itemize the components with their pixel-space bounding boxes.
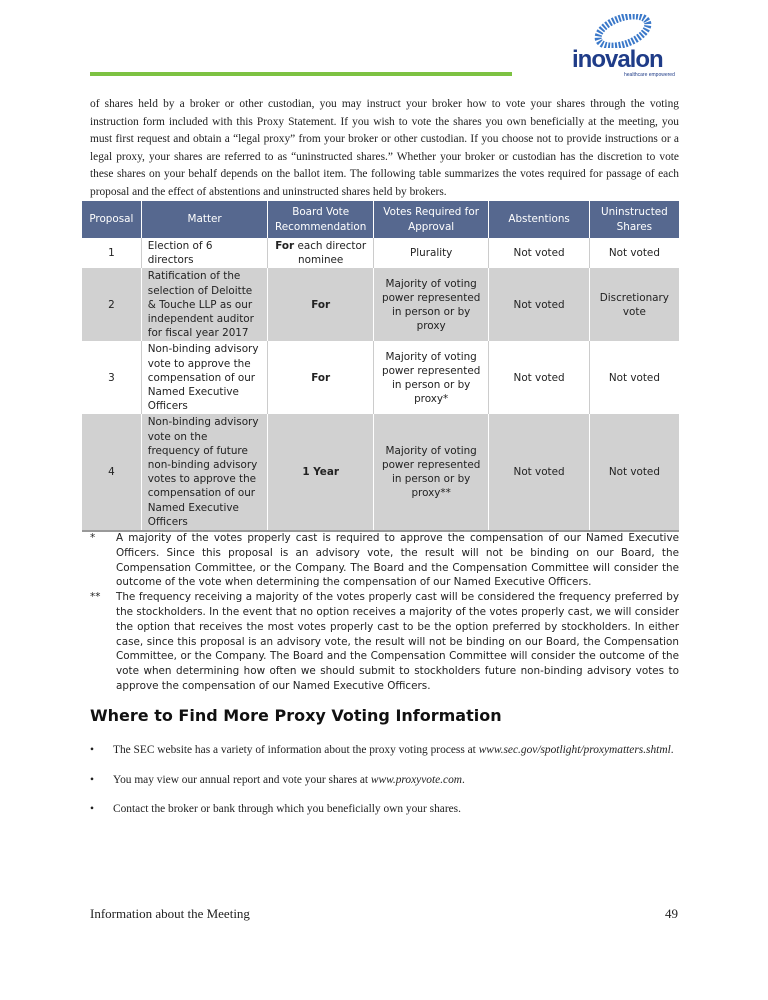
bullet-icon: •: [90, 773, 94, 786]
footnote: [90, 531, 679, 590]
cell-uninstructed: Discretionary vote: [589, 268, 679, 341]
cell-uninstructed: Not voted: [608, 371, 660, 384]
cell-votes-required: Majority of voting power represented in person or by proxy: [373, 268, 489, 341]
table-row: [82, 238, 679, 268]
cell-uninstructed: Not voted: [589, 414, 679, 531]
cell-recommendation: [268, 414, 373, 531]
col-abstentions: Abstentions: [489, 201, 589, 238]
logo-tagline: healthcare empowered: [624, 72, 675, 78]
cell-abstentions: Not voted: [489, 268, 589, 341]
cell-recommendation: [268, 268, 373, 341]
sec-link[interactable]: www.sec.gov/spotlight/proxymatters.shtml: [478, 744, 671, 756]
bullet-icon: •: [90, 744, 94, 756]
cell-matter: Non-binding advisory vote to approve the compensation of our Named Executive Officers: [141, 341, 268, 414]
page-number: 49: [665, 906, 678, 921]
col-recommendation: Board Vote Recommendation: [268, 201, 373, 238]
cell-proposal: 3: [82, 341, 141, 414]
cell-abstentions: Not voted: [489, 414, 589, 531]
bullet-icon: •: [90, 803, 94, 815]
cell-recommendation: [268, 341, 373, 414]
list-item: [90, 772, 679, 790]
bullet-text: You may view our annual report and vote your shares at: [113, 773, 371, 786]
cell-votes-required: Majority of voting power represented in person or by proxy*: [373, 341, 489, 414]
recommendation-bold: For: [311, 298, 331, 311]
section-heading: Where to Find More Proxy Voting Information: [90, 706, 502, 725]
recommendation-rest: each director nominee: [294, 240, 367, 267]
bullet-text-end: .: [670, 744, 674, 756]
recommendation-bold: For: [275, 240, 295, 252]
table-row: [82, 341, 679, 414]
footer-section-title: Information about the Meeting: [90, 906, 250, 921]
cell-matter: Non-binding advisory vote on the frequency of future non-binding advisory votes to approve the compensation of our Named Executive Officers: [141, 414, 268, 531]
footnote-mark: *: [90, 532, 96, 544]
footnotes: [90, 531, 679, 694]
inovalon-logo: [566, 14, 676, 78]
recommendation-bold: For: [311, 371, 331, 384]
logo-swirl-icon: [588, 14, 658, 48]
cell-abstentions: Not voted: [489, 238, 589, 268]
col-votes-required: Votes Required for Approval: [373, 201, 489, 238]
table-header-row: [82, 201, 679, 238]
cell-proposal: 1: [82, 238, 141, 268]
footnote-text: The frequency receiving a majority of the votes properly cast will be considered the frequency preferred by the stockholders. In the event that no option receives a majority of the votes properly cast, we will consider the option that receives the most votes properly cast to be the option preferred by stockholders. In either case, since this proposal is an advisory vote, the result will not be binding on our Board, the Compensation Committee, or the Company. The Board and the Compensation Committee will consider the outcome of the vote when determining how often we should submit to stockholders future non-binding advisory votes to approve the compensation of our Named Executive Officers.: [116, 591, 679, 692]
recommendation-bold: 1 Year: [302, 466, 339, 479]
footnote-text: A majority of the votes properly cast is required to approve the compensation of our Named Executive Officers. Since this proposal is an advisory vote, the result will not be binding on our Board, the Compensation Committee, or the Company. The Board and the Compensation Committee will consider the outcome of the vote when determining the compensation of our Named Executive Officers.: [116, 532, 679, 589]
votes-table: [82, 201, 679, 532]
bullet-text: Contact the broker or bank through which you beneficially own your shares.: [113, 803, 461, 815]
cell-abstentions: Not voted: [489, 341, 589, 414]
cell-proposal: 2: [82, 268, 141, 341]
table-row: [82, 268, 679, 341]
list-item: [90, 801, 679, 819]
footnote: [90, 590, 679, 694]
cell-uninstructed: Not voted: [608, 247, 660, 260]
cell-recommendation: [268, 238, 373, 268]
col-uninstructed: Uninstructed Shares: [589, 201, 679, 238]
table-row: [82, 414, 679, 531]
bullet-list: [90, 742, 679, 831]
proxyvote-link[interactable]: www.proxyvote.com: [370, 773, 463, 786]
intro-paragraph: of shares held by a broker or other custodian, you may instruct your broker how to vote your shares through the voting instruction form included with this Proxy Statement. If you wish to vote the shares you own beneficially at the meeting, you must first request and obtain a “legal proxy” from your broker or other custodian. If you choose not to provide instructions or a legal proxy, your shares are referred to as “uninstructed shares.” Whether your broker or custodian has the discretion to vote these shares on your behalf depends on the ballot item. The following table summarizes the votes required for passage of each proposal and the effect of abstentions and uninstructed shares held by brokers.: [90, 98, 679, 198]
cell-proposal: 4: [82, 414, 141, 531]
col-matter: Matter: [141, 201, 268, 238]
header-accent-bar: [90, 72, 512, 76]
cell-matter: Election of 6 directors: [141, 238, 268, 268]
cell-votes-required: Plurality: [373, 238, 489, 268]
cell-votes-required: Majority of voting power represented in person or by proxy**: [373, 414, 489, 531]
list-item: [90, 742, 679, 760]
cell-matter: Ratification of the selection of Deloitte & Touche LLP as our independent auditor for fiscal year 2017: [141, 268, 268, 341]
bullet-text: The SEC website has a variety of information about the proxy voting process at: [113, 744, 479, 756]
bullet-text-end: .: [462, 773, 465, 786]
footnote-mark: **: [90, 591, 101, 604]
col-proposal: Proposal: [82, 201, 141, 238]
logo-wordmark: inovalon: [572, 46, 663, 73]
